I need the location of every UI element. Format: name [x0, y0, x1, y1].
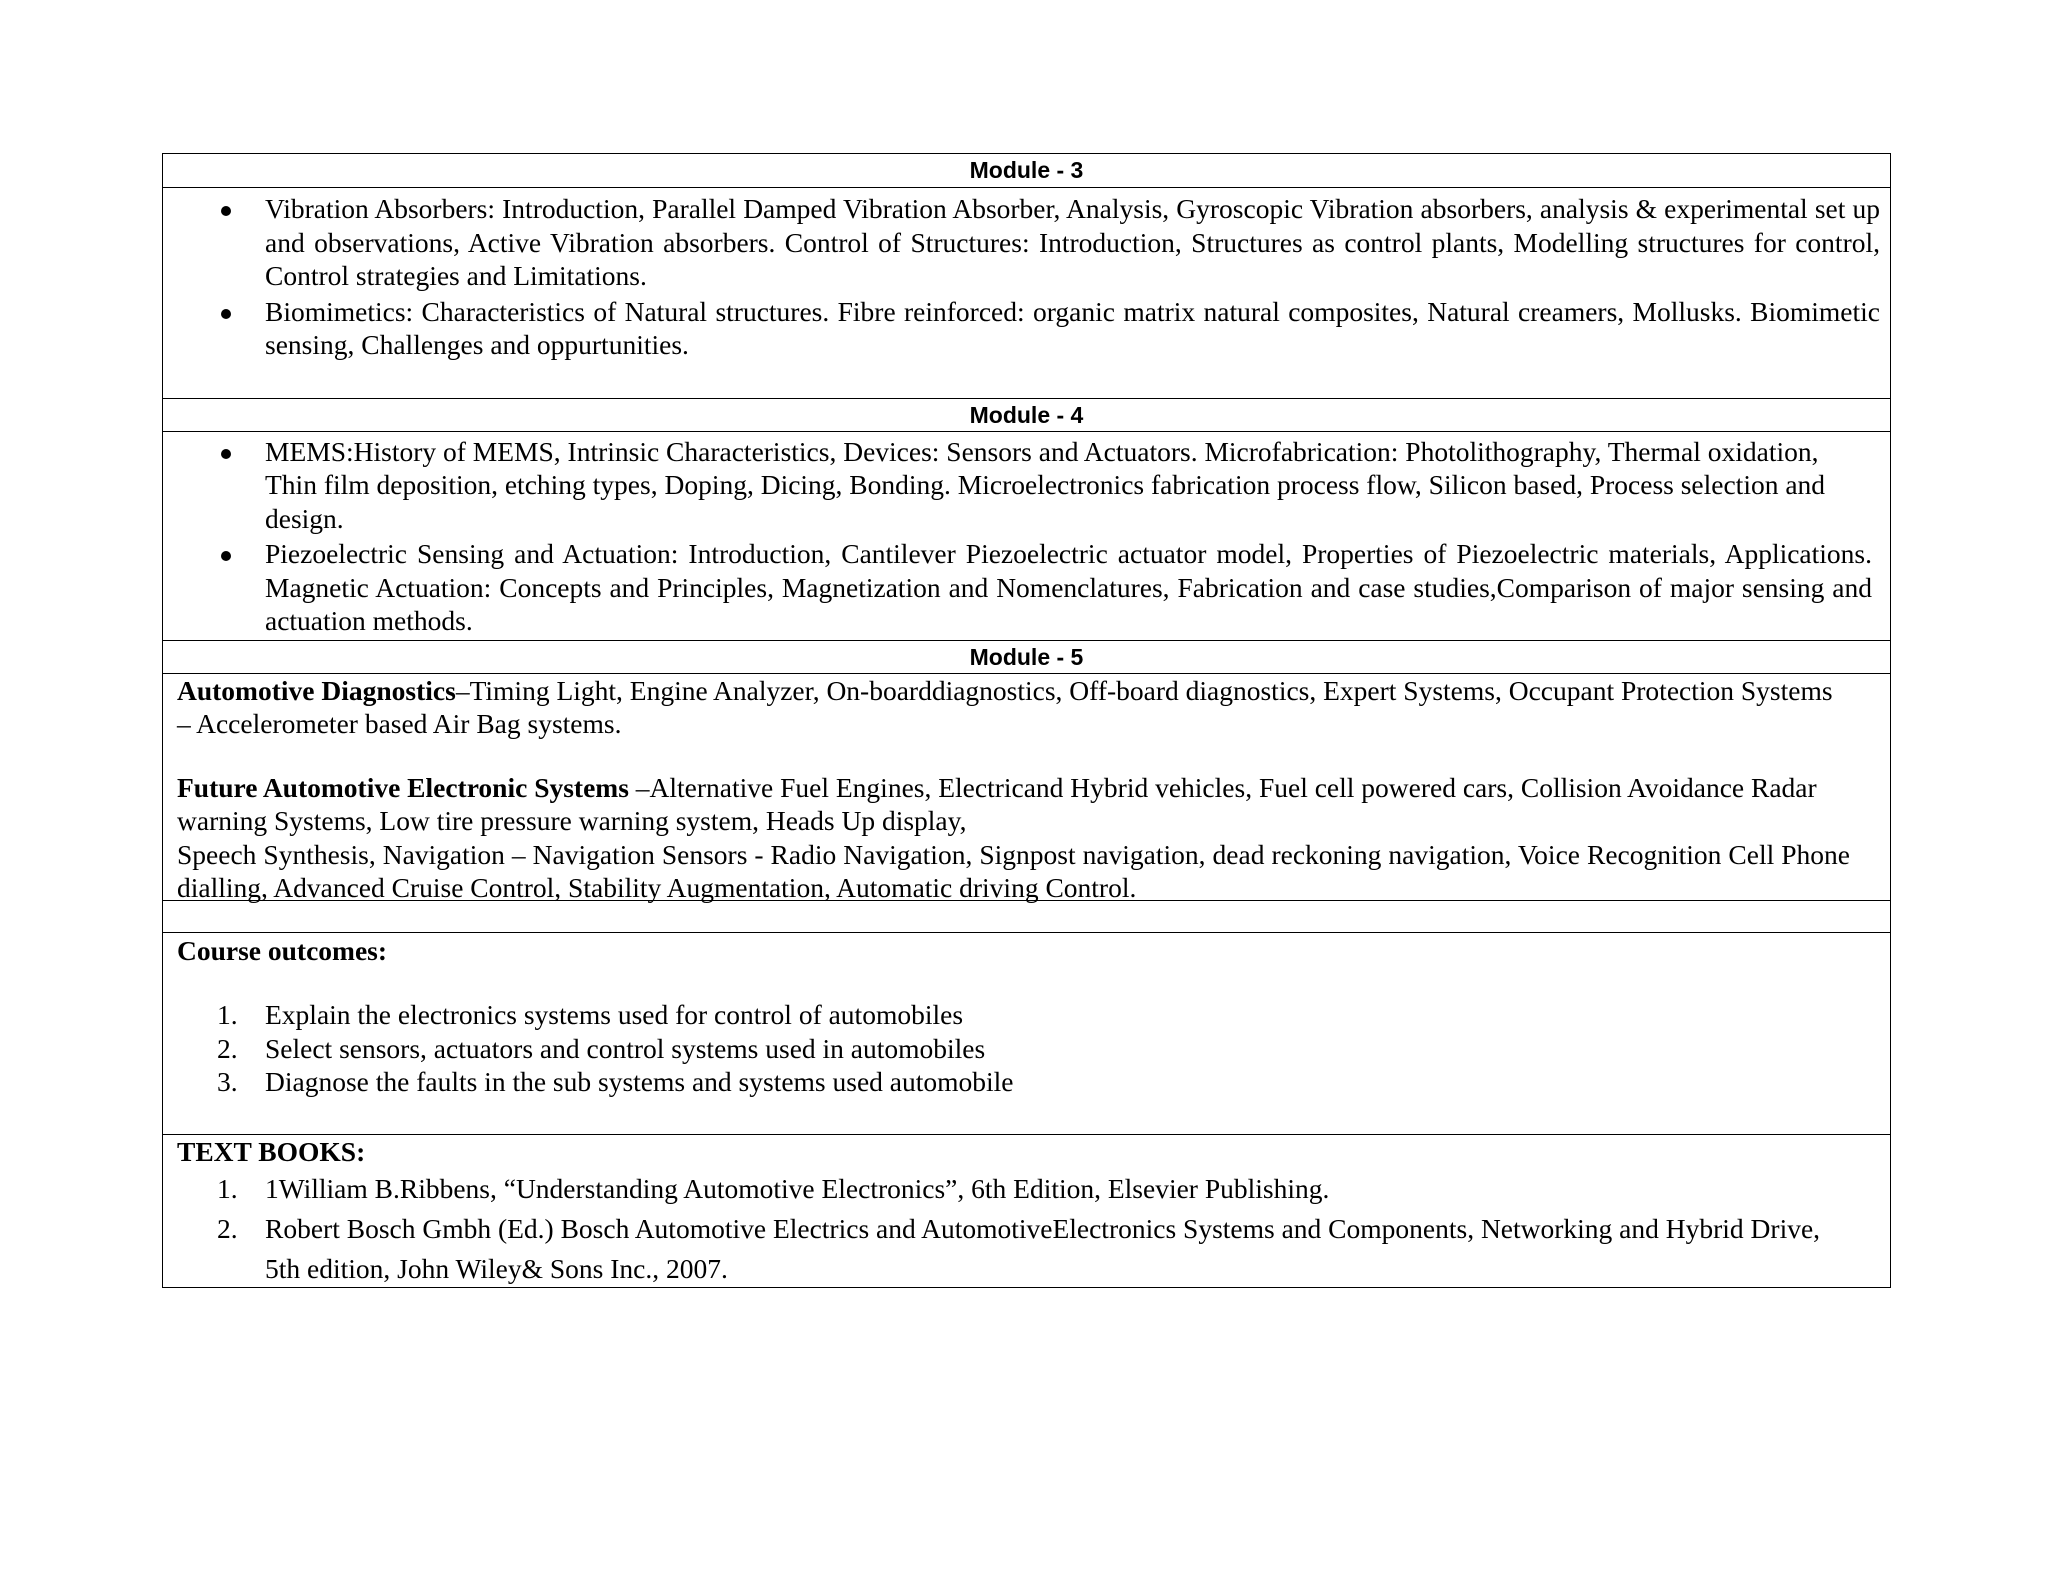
- module-3-content: [163, 187, 1890, 398]
- outcome-item: 2. Select sensors, actuators and control systems used in automobiles: [217, 1032, 986, 1064]
- module-5-paragraph: Speech Synthesis, Navigation – Navigation Sensors - Radio Navigation, Signpost navigation, dead reckoning navigation, Voice Recognition Cell Phone dialling, Advanced Cruise Control, Stability Augmentation, Automatic driving Control.: [177, 838, 1850, 903]
- module-5-content: [163, 673, 1890, 903]
- bullet-icon: [221, 449, 231, 459]
- module-5-paragraph: Automotive Diagnostics–Timing Light, Engine Analyzer, On-boarddiagnostics, Off-board diagnostics, Expert Systems, Occupant Protection Systems – Accelerometer based Air Bag systems.: [177, 674, 1833, 739]
- module-4-header: Module - 4: [163, 398, 1890, 431]
- module-5-paragraph: Future Automotive Electronic Systems –Alternative Fuel Engines, Electricand Hybrid vehicles, Fuel cell powered cars, Collision Avoidance Radar warning Systems, Low tire pressure warning system, Heads Up display,: [177, 771, 1817, 836]
- textbook-item: 1. 1William B.Ribbens, “Understanding Automotive Electronics”, 6th Edition, Elsevier Publishing.: [217, 1172, 1330, 1204]
- outcome-item: 1. Explain the electronics systems used for control of automobiles: [217, 999, 964, 1030]
- bullet-icon: [221, 309, 231, 319]
- module-4-bullet: Piezoelectric Sensing and Actuation: Introduction, Cantilever Piezoelectric actuator model, Properties of Piezoelectric materials, Applications. Magnetic Actuation: Concepts and Principles, Magnetization and Nomenclatures, Fabrication and case studies,Comparison of major sensing and actuation methods.: [163, 537, 1890, 638]
- module-4-bullet: MEMS:History of MEMS, Intrinsic Characteristics, Devices: Sensors and Actuators. Microfabrication: Photolithography, Thermal oxidation, Thin film deposition, etching types, Doping, Dicing, Bonding. Microelectronics fabrication process flow, Silicon based, Process selection and design.: [163, 435, 1890, 536]
- module-3-header: Module - 3: [969, 157, 1084, 183]
- module-5-header: Module - 5: [163, 640, 1890, 673]
- text-books-section: [163, 1134, 1890, 1287]
- course-outcomes-heading: Course outcomes:: [177, 934, 388, 966]
- bullet-icon: [221, 206, 231, 216]
- bullet-icon: [221, 551, 231, 561]
- module-4-content: [163, 431, 1890, 638]
- module-3-bullet: Vibration Absorbers: Introduction, Parallel Damped Vibration Absorber, Analysis, Gyroscopic Vibration absorbers, analysis & experimental set up and observations, Active Vibration absorbers. Control of Structures: Introduction, Structures as control plants, Modelling structures for control, Control strategies and Limitations.: [163, 192, 1890, 293]
- text-books-heading: TEXT BOOKS:: [177, 1135, 366, 1167]
- textbook-item: 2. Robert Bosch Gmbh (Ed.) Bosch Automotive Electrics and AutomotiveElectronics Systems and Components, Networking and Hybrid Drive, 5th edition, John Wiley& Sons Inc., 2007.: [217, 1212, 1821, 1284]
- course-outcomes-section: [163, 932, 1890, 1134]
- outcome-item: 3. Diagnose the faults in the sub systems and systems used automobile: [217, 1066, 1014, 1097]
- module-3-bullet: Biomimetics: Characteristics of Natural structures. Fibre reinforced: organic matrix natural composites, Natural creamers, Mollusks. Biomimetic sensing, Challenges and oppurtunities.: [163, 295, 1890, 362]
- syllabus-table: [162, 153, 1891, 1288]
